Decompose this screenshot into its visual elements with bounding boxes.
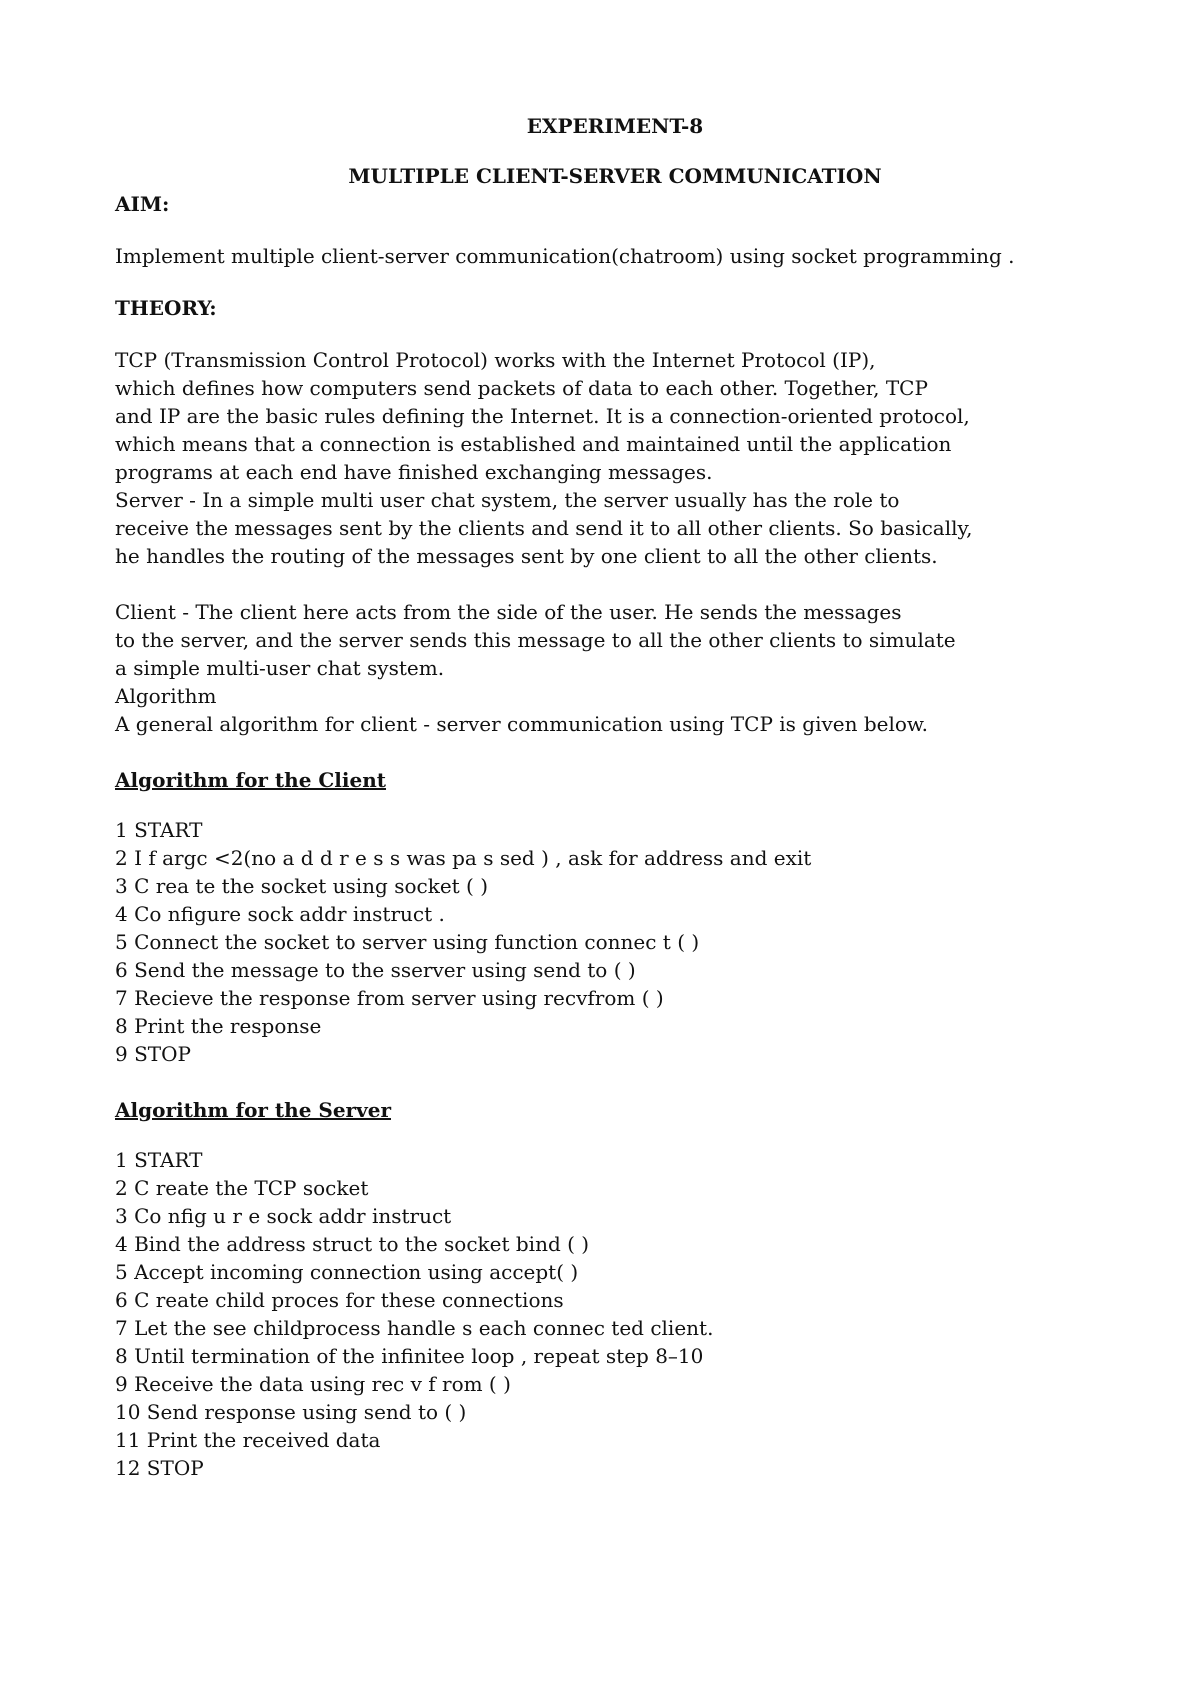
theory-line: programs at each end have finished exchanging messages. [115,460,713,484]
list-item: 1 START [115,818,203,842]
client-algorithm-heading: Algorithm for the Client [115,768,387,792]
list-item: 5 Connect the socket to server using function connec t ( ) [115,930,700,954]
list-item: 9 Receive the data using rec v f rom ( ) [115,1372,511,1396]
list-item: 2 C reate the TCP socket [115,1176,369,1200]
server-algorithm-heading: Algorithm for the Server [115,1098,391,1122]
list-item: 3 Co nfig u r e sock addr instruct [115,1204,452,1228]
theory-line: and IP are the basic rules defining the Internet. It is a connection-oriented protocol, [115,404,970,428]
list-item: 8 Print the response [115,1014,322,1038]
theory-line: he handles the routing of the messages sent by one client to all the other clients. [115,544,938,568]
list-item: 4 Co nfigure sock addr instruct . [115,902,445,926]
client-paragraph [115,598,1075,738]
list-item: 12 STOP [115,1456,204,1480]
list-item: 7 Recieve the response from server using recvfrom ( ) [115,986,664,1010]
aim-text: Implement multiple client-server communication(chatroom) using socket programming . [115,244,1015,268]
list-item: 6 Send the message to the sserver using send to ( ) [115,958,636,982]
list-item: 7 Let the see childprocess handle s each connec ted client. [115,1316,714,1340]
theory-heading: THEORY: [115,296,217,320]
list-item: 10 Send response using send to ( ) [115,1400,467,1424]
spacer [115,570,1075,598]
theory-line: which defines how computers send packets of data to each other. Together, TCP [115,376,928,400]
theory-paragraph [115,346,1075,570]
aim-heading: AIM: [115,192,170,216]
list-item: 2 I f argc <2(no a d d r e s s was pa s sed ) , ask for address and exit [115,846,812,870]
spacer [115,1068,1075,1096]
client-line: a simple multi-user chat system. [115,656,445,680]
client-line: A general algorithm for client - server communication using TCP is given below. [115,712,929,736]
experiment-subtitle: MULTIPLE CLIENT-SERVER COMMUNICATION [348,164,882,188]
spacer [115,738,1075,766]
client-steps-list [115,816,1075,1068]
list-item: 9 STOP [115,1042,191,1066]
theory-line: which means that a connection is established and maintained until the application [115,432,952,456]
client-line: Client - The client here acts from the side of the user. He sends the messages [115,600,902,624]
server-steps-list [115,1146,1075,1482]
experiment-title: EXPERIMENT-8 [526,114,704,138]
theory-line: TCP (Transmission Control Protocol) works with the Internet Protocol (IP), [115,348,876,372]
theory-line: receive the messages sent by the clients and send it to all other clients. So basically, [115,516,973,540]
list-item: 1 START [115,1148,203,1172]
client-line: to the server, and the server sends this message to all the other clients to simulate [115,628,956,652]
theory-line: Server - In a simple multi user chat system, the server usually has the role to [115,488,900,512]
list-item: 11 Print the received data [115,1428,381,1452]
algorithm-label: Algorithm [115,684,217,708]
list-item: 3 C rea te the socket using socket ( ) [115,874,489,898]
document-content [115,112,1075,1482]
list-item: 8 Until termination of the infinitee loop , repeat step 8–10 [115,1344,704,1368]
list-item: 5 Accept incoming connection using accept( ) [115,1260,579,1284]
list-item: 4 Bind the address struct to the socket bind ( ) [115,1232,590,1256]
list-item: 6 C reate child proces for these connections [115,1288,564,1312]
